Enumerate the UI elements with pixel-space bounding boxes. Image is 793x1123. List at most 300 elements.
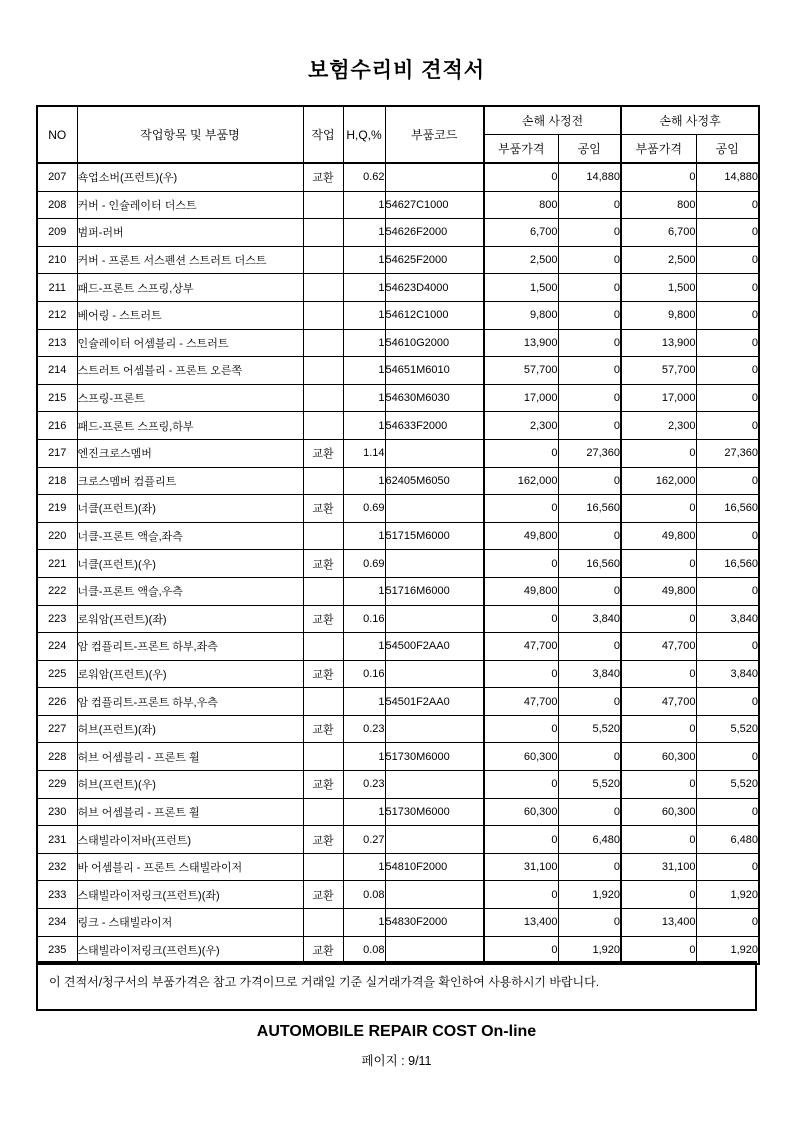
cell-work-type (303, 329, 343, 357)
cell-item-name: 인슐레이터 어셈블리 - 스트러트 (77, 329, 303, 357)
cell-after-labor: 5,520 (696, 771, 759, 799)
table-row (37, 495, 759, 523)
header-work: 작업 (303, 106, 343, 163)
cell-before-labor: 0 (558, 743, 621, 771)
cell-work-type (303, 909, 343, 937)
cell-after-part-price: 0 (621, 881, 696, 909)
cell-hq-percent: 1 (343, 522, 385, 550)
cell-after-part-price: 0 (621, 715, 696, 743)
cell-work-type: 교환 (303, 715, 343, 743)
table-row (37, 301, 759, 329)
cell-no: 234 (37, 909, 77, 937)
cell-before-labor: 16,560 (558, 495, 621, 523)
header-after-assessment-group: 손해 사정후 (621, 106, 759, 135)
table-row (37, 660, 759, 688)
cell-before-labor: 0 (558, 329, 621, 357)
cell-work-type (303, 633, 343, 661)
cell-before-part-price: 0 (484, 605, 558, 633)
cell-no: 222 (37, 577, 77, 605)
cell-before-part-price: 0 (484, 163, 558, 191)
cell-before-labor: 0 (558, 191, 621, 219)
cell-before-labor: 14,880 (558, 163, 621, 191)
cell-part-code: 54625F2000 (385, 246, 484, 274)
cell-work-type (303, 191, 343, 219)
cell-no: 224 (37, 633, 77, 661)
cell-after-part-price: 0 (621, 771, 696, 799)
cell-after-labor: 0 (696, 909, 759, 937)
cell-hq-percent: 1 (343, 909, 385, 937)
cell-work-type (303, 219, 343, 247)
cell-before-labor: 0 (558, 301, 621, 329)
cell-before-labor: 0 (558, 633, 621, 661)
cell-item-name: 링크 - 스태빌라이저 (77, 909, 303, 937)
cell-hq-percent: 0.23 (343, 715, 385, 743)
cell-after-part-price: 0 (621, 660, 696, 688)
table-row (37, 853, 759, 881)
cell-no: 216 (37, 412, 77, 440)
cell-hq-percent: 1 (343, 688, 385, 716)
cell-before-part-price: 162,000 (484, 467, 558, 495)
cell-before-part-price: 9,800 (484, 301, 558, 329)
cell-after-labor: 0 (696, 412, 759, 440)
cell-part-code (385, 771, 484, 799)
cell-part-code: 51730M6000 (385, 743, 484, 771)
cell-part-code: 54630M6030 (385, 384, 484, 412)
cell-before-part-price: 17,000 (484, 384, 558, 412)
cell-after-part-price: 17,000 (621, 384, 696, 412)
cell-after-part-price: 2,500 (621, 246, 696, 274)
table-row (37, 909, 759, 937)
cell-item-name: 너클-프론트 액슬,좌측 (77, 522, 303, 550)
cell-item-name: 범퍼-러버 (77, 219, 303, 247)
cell-work-type: 교환 (303, 605, 343, 633)
cell-part-code: 54626F2000 (385, 219, 484, 247)
cell-after-part-price: 31,100 (621, 853, 696, 881)
cell-work-type (303, 467, 343, 495)
cell-hq-percent: 0.62 (343, 163, 385, 191)
cell-after-part-price: 0 (621, 439, 696, 467)
table-row (37, 163, 759, 191)
cell-hq-percent: 1 (343, 384, 385, 412)
cell-after-part-price: 0 (621, 605, 696, 633)
cell-no: 208 (37, 191, 77, 219)
cell-before-part-price: 0 (484, 881, 558, 909)
cell-no: 223 (37, 605, 77, 633)
table-row (37, 826, 759, 854)
cell-after-labor: 0 (696, 191, 759, 219)
cell-before-labor: 16,560 (558, 550, 621, 578)
cell-hq-percent: 0.23 (343, 771, 385, 799)
cell-hq-percent: 0.69 (343, 550, 385, 578)
cell-work-type: 교환 (303, 936, 343, 964)
cell-after-labor: 0 (696, 329, 759, 357)
cell-after-part-price: 47,700 (621, 688, 696, 716)
cell-no: 221 (37, 550, 77, 578)
notice-text: 이 견적서/청구서의 부품가격은 참고 가격이므로 거래일 기준 실거래가격을 확인하여 사용하시기 바랍니다. (49, 975, 600, 989)
cell-hq-percent: 0.16 (343, 605, 385, 633)
table-row (37, 522, 759, 550)
cell-after-labor: 0 (696, 633, 759, 661)
cell-no: 219 (37, 495, 77, 523)
cell-after-labor: 0 (696, 301, 759, 329)
table-row (37, 605, 759, 633)
cell-after-labor: 3,840 (696, 660, 759, 688)
cell-before-part-price: 47,700 (484, 633, 558, 661)
cell-before-labor: 0 (558, 577, 621, 605)
cell-work-type (303, 688, 343, 716)
table-row (37, 467, 759, 495)
cell-item-name: 스프링-프론트 (77, 384, 303, 412)
cell-before-part-price: 13,400 (484, 909, 558, 937)
cell-part-code (385, 163, 484, 191)
cell-before-part-price: 0 (484, 771, 558, 799)
cell-hq-percent: 1 (343, 577, 385, 605)
cell-before-part-price: 47,700 (484, 688, 558, 716)
cell-item-name: 패드-프론트 스프링,상부 (77, 274, 303, 302)
cell-no: 228 (37, 743, 77, 771)
cell-part-code: 62405M6050 (385, 467, 484, 495)
cell-part-code: 54810F2000 (385, 853, 484, 881)
cell-after-labor: 27,360 (696, 439, 759, 467)
cell-hq-percent: 1 (343, 329, 385, 357)
cell-hq-percent: 0.08 (343, 881, 385, 909)
cell-no: 226 (37, 688, 77, 716)
cell-after-labor: 0 (696, 577, 759, 605)
cell-before-labor: 0 (558, 688, 621, 716)
cell-no: 225 (37, 660, 77, 688)
cell-no: 210 (37, 246, 77, 274)
cell-work-type: 교환 (303, 163, 343, 191)
cell-hq-percent: 1 (343, 467, 385, 495)
table-row (37, 577, 759, 605)
cell-before-part-price: 6,700 (484, 219, 558, 247)
cell-before-part-price: 60,300 (484, 743, 558, 771)
cell-before-labor: 5,520 (558, 771, 621, 799)
cell-after-labor: 0 (696, 798, 759, 826)
cell-item-name: 너클(프런트)(좌) (77, 495, 303, 523)
cell-item-name: 스태빌라이저바(프런트) (77, 826, 303, 854)
cell-after-labor: 0 (696, 467, 759, 495)
cell-before-part-price: 0 (484, 826, 558, 854)
cell-item-name: 엔진크로스멤버 (77, 439, 303, 467)
page-number: 페이지 : 9/11 (361, 1054, 432, 1068)
cell-work-type (303, 246, 343, 274)
table-row (37, 936, 759, 964)
cell-before-labor: 0 (558, 384, 621, 412)
cell-after-part-price: 0 (621, 550, 696, 578)
cell-part-code (385, 550, 484, 578)
cell-item-name: 너클-프론트 액슬,우측 (77, 577, 303, 605)
cell-part-code (385, 439, 484, 467)
cell-before-labor: 0 (558, 274, 621, 302)
cell-before-part-price: 57,700 (484, 357, 558, 385)
cell-after-part-price: 1,500 (621, 274, 696, 302)
cell-after-part-price: 60,300 (621, 743, 696, 771)
cell-after-labor: 0 (696, 357, 759, 385)
cell-before-labor: 0 (558, 522, 621, 550)
cell-after-labor: 16,560 (696, 550, 759, 578)
cell-hq-percent: 1 (343, 357, 385, 385)
table-row (37, 771, 759, 799)
cell-no: 213 (37, 329, 77, 357)
cell-before-part-price: 31,100 (484, 853, 558, 881)
cell-work-type (303, 798, 343, 826)
cell-item-name: 스태빌라이저링크(프런트)(우) (77, 936, 303, 964)
cell-before-part-price: 0 (484, 495, 558, 523)
header-before-assessment-group: 손해 사정전 (484, 106, 621, 135)
cell-after-part-price: 2,300 (621, 412, 696, 440)
cell-hq-percent: 1 (343, 853, 385, 881)
cell-item-name: 로워암(프런트)(우) (77, 660, 303, 688)
cell-after-part-price: 9,800 (621, 301, 696, 329)
cell-before-labor: 0 (558, 798, 621, 826)
page-title: 보험수리비 견적서 (307, 59, 486, 82)
cell-part-code (385, 605, 484, 633)
repair-estimate-table (36, 105, 760, 965)
table-row (37, 329, 759, 357)
cell-no: 231 (37, 826, 77, 854)
cell-after-labor: 1,920 (696, 936, 759, 964)
cell-work-type (303, 301, 343, 329)
cell-after-part-price: 0 (621, 826, 696, 854)
table-row (37, 412, 759, 440)
cell-work-type: 교환 (303, 771, 343, 799)
table-body (37, 163, 759, 964)
cell-work-type (303, 384, 343, 412)
cell-no: 214 (37, 357, 77, 385)
cell-part-code (385, 660, 484, 688)
cell-before-labor: 1,920 (558, 936, 621, 964)
table-row (37, 688, 759, 716)
cell-hq-percent: 1 (343, 301, 385, 329)
cell-part-code: 54627C1000 (385, 191, 484, 219)
notice-box (36, 961, 757, 1011)
header-after-labor: 공임 (696, 135, 759, 164)
cell-after-part-price: 13,400 (621, 909, 696, 937)
cell-no: 211 (37, 274, 77, 302)
cell-before-part-price: 0 (484, 936, 558, 964)
cell-before-part-price: 60,300 (484, 798, 558, 826)
cell-before-labor: 0 (558, 357, 621, 385)
cell-hq-percent: 0.69 (343, 495, 385, 523)
cell-hq-percent: 0.27 (343, 826, 385, 854)
cell-after-part-price: 0 (621, 495, 696, 523)
table-row (37, 633, 759, 661)
cell-after-part-price: 49,800 (621, 522, 696, 550)
cell-after-part-price: 800 (621, 191, 696, 219)
cell-no: 209 (37, 219, 77, 247)
cell-no: 207 (37, 163, 77, 191)
cell-hq-percent: 1 (343, 274, 385, 302)
table-row (37, 384, 759, 412)
cell-after-part-price: 49,800 (621, 577, 696, 605)
cell-hq-percent: 0.16 (343, 660, 385, 688)
cell-before-labor: 3,840 (558, 605, 621, 633)
cell-work-type: 교환 (303, 550, 343, 578)
cell-part-code: 54500F2AA0 (385, 633, 484, 661)
cell-hq-percent: 1 (343, 798, 385, 826)
cell-hq-percent: 1 (343, 633, 385, 661)
table-row (37, 357, 759, 385)
cell-after-labor: 0 (696, 219, 759, 247)
cell-before-part-price: 0 (484, 660, 558, 688)
header-before-part-price: 부품가격 (484, 135, 558, 164)
cell-work-type (303, 357, 343, 385)
cell-item-name: 로워암(프런트)(좌) (77, 605, 303, 633)
cell-before-part-price: 13,900 (484, 329, 558, 357)
cell-item-name: 허브 어셈블리 - 프론트 휠 (77, 743, 303, 771)
cell-work-type: 교환 (303, 439, 343, 467)
cell-after-part-price: 13,900 (621, 329, 696, 357)
cell-hq-percent: 1 (343, 412, 385, 440)
table-row (37, 715, 759, 743)
cell-item-name: 암 컴플리트-프론트 하부,우측 (77, 688, 303, 716)
cell-before-part-price: 2,500 (484, 246, 558, 274)
cell-before-part-price: 0 (484, 715, 558, 743)
cell-work-type: 교환 (303, 881, 343, 909)
cell-after-labor: 0 (696, 853, 759, 881)
cell-before-labor: 0 (558, 853, 621, 881)
cell-before-part-price: 0 (484, 550, 558, 578)
cell-item-name: 커버 - 프론트 서스펜션 스트러트 더스트 (77, 246, 303, 274)
cell-before-labor: 27,360 (558, 439, 621, 467)
cell-part-code: 54501F2AA0 (385, 688, 484, 716)
cell-no: 212 (37, 301, 77, 329)
cell-hq-percent: 1.14 (343, 439, 385, 467)
cell-part-code: 51730M6000 (385, 798, 484, 826)
table-row (37, 881, 759, 909)
cell-no: 218 (37, 467, 77, 495)
cell-part-code: 54830F2000 (385, 909, 484, 937)
cell-after-labor: 6,480 (696, 826, 759, 854)
footer-brand: AUTOMOBILE REPAIR COST On-line (256, 1023, 537, 1040)
cell-after-part-price: 162,000 (621, 467, 696, 495)
cell-after-labor: 0 (696, 384, 759, 412)
cell-part-code (385, 881, 484, 909)
cell-before-part-price: 2,300 (484, 412, 558, 440)
cell-work-type (303, 853, 343, 881)
cell-item-name: 바 어셈블리 - 프론트 스태빌라이저 (77, 853, 303, 881)
header-no: NO (37, 106, 77, 163)
cell-item-name: 허브(프런트)(좌) (77, 715, 303, 743)
header-before-labor: 공임 (558, 135, 621, 164)
cell-item-name: 허브(프런트)(우) (77, 771, 303, 799)
cell-work-type (303, 522, 343, 550)
cell-before-labor: 0 (558, 246, 621, 274)
cell-part-code (385, 495, 484, 523)
cell-part-code: 51716M6000 (385, 577, 484, 605)
table-row (37, 274, 759, 302)
cell-part-code: 51715M6000 (385, 522, 484, 550)
cell-before-labor: 1,920 (558, 881, 621, 909)
header-after-part-price: 부품가격 (621, 135, 696, 164)
cell-after-part-price: 57,700 (621, 357, 696, 385)
cell-item-name: 쇽업소버(프런트)(우) (77, 163, 303, 191)
cell-after-labor: 1,920 (696, 881, 759, 909)
cell-item-name: 허브 어셈블리 - 프론트 휠 (77, 798, 303, 826)
cell-no: 233 (37, 881, 77, 909)
cell-after-part-price: 0 (621, 936, 696, 964)
cell-item-name: 베어링 - 스트러트 (77, 301, 303, 329)
cell-item-name: 커버 - 인슐레이터 더스트 (77, 191, 303, 219)
cell-after-part-price: 47,700 (621, 633, 696, 661)
cell-item-name: 스태빌라이저링크(프런트)(좌) (77, 881, 303, 909)
cell-part-code: 54651M6010 (385, 357, 484, 385)
cell-part-code: 54623D4000 (385, 274, 484, 302)
cell-after-labor: 0 (696, 274, 759, 302)
cell-no: 229 (37, 771, 77, 799)
cell-item-name: 크로스멤버 컴플리트 (77, 467, 303, 495)
cell-work-type: 교환 (303, 660, 343, 688)
cell-no: 217 (37, 439, 77, 467)
cell-before-part-price: 800 (484, 191, 558, 219)
cell-after-labor: 3,840 (696, 605, 759, 633)
cell-before-labor: 0 (558, 909, 621, 937)
table-row (37, 439, 759, 467)
cell-after-labor: 0 (696, 743, 759, 771)
cell-before-labor: 6,480 (558, 826, 621, 854)
cell-work-type (303, 274, 343, 302)
table-row (37, 191, 759, 219)
cell-after-labor: 14,880 (696, 163, 759, 191)
cell-no: 232 (37, 853, 77, 881)
cell-work-type (303, 577, 343, 605)
table-header (37, 106, 759, 163)
table-row (37, 798, 759, 826)
cell-part-code: 54633F2000 (385, 412, 484, 440)
cell-work-type: 교환 (303, 826, 343, 854)
cell-after-part-price: 0 (621, 163, 696, 191)
cell-after-labor: 0 (696, 246, 759, 274)
cell-no: 235 (37, 936, 77, 964)
cell-hq-percent: 1 (343, 743, 385, 771)
cell-before-part-price: 0 (484, 439, 558, 467)
cell-after-labor: 0 (696, 688, 759, 716)
cell-before-labor: 0 (558, 467, 621, 495)
cell-no: 220 (37, 522, 77, 550)
cell-no: 227 (37, 715, 77, 743)
cell-item-name: 패드-프론트 스프링,하부 (77, 412, 303, 440)
cell-before-labor: 0 (558, 219, 621, 247)
cell-before-labor: 0 (558, 412, 621, 440)
cell-before-labor: 5,520 (558, 715, 621, 743)
cell-part-code (385, 936, 484, 964)
cell-no: 230 (37, 798, 77, 826)
cell-hq-percent: 1 (343, 219, 385, 247)
cell-part-code: 54612C1000 (385, 301, 484, 329)
cell-after-labor: 0 (696, 522, 759, 550)
cell-hq-percent: 1 (343, 191, 385, 219)
cell-before-labor: 3,840 (558, 660, 621, 688)
header-hq: H,Q,% (343, 106, 385, 163)
cell-part-code: 54610G2000 (385, 329, 484, 357)
cell-after-part-price: 60,300 (621, 798, 696, 826)
cell-part-code (385, 715, 484, 743)
cell-before-part-price: 49,800 (484, 522, 558, 550)
cell-after-part-price: 6,700 (621, 219, 696, 247)
cell-before-part-price: 1,500 (484, 274, 558, 302)
cell-before-part-price: 49,800 (484, 577, 558, 605)
table-row (37, 246, 759, 274)
cell-hq-percent: 0.08 (343, 936, 385, 964)
cell-item-name: 너클(프런트)(우) (77, 550, 303, 578)
table-row (37, 550, 759, 578)
cell-no: 215 (37, 384, 77, 412)
table-row (37, 743, 759, 771)
cell-part-code (385, 826, 484, 854)
cell-item-name: 스트러트 어셈블리 - 프론트 오른쪽 (77, 357, 303, 385)
cell-work-type (303, 743, 343, 771)
